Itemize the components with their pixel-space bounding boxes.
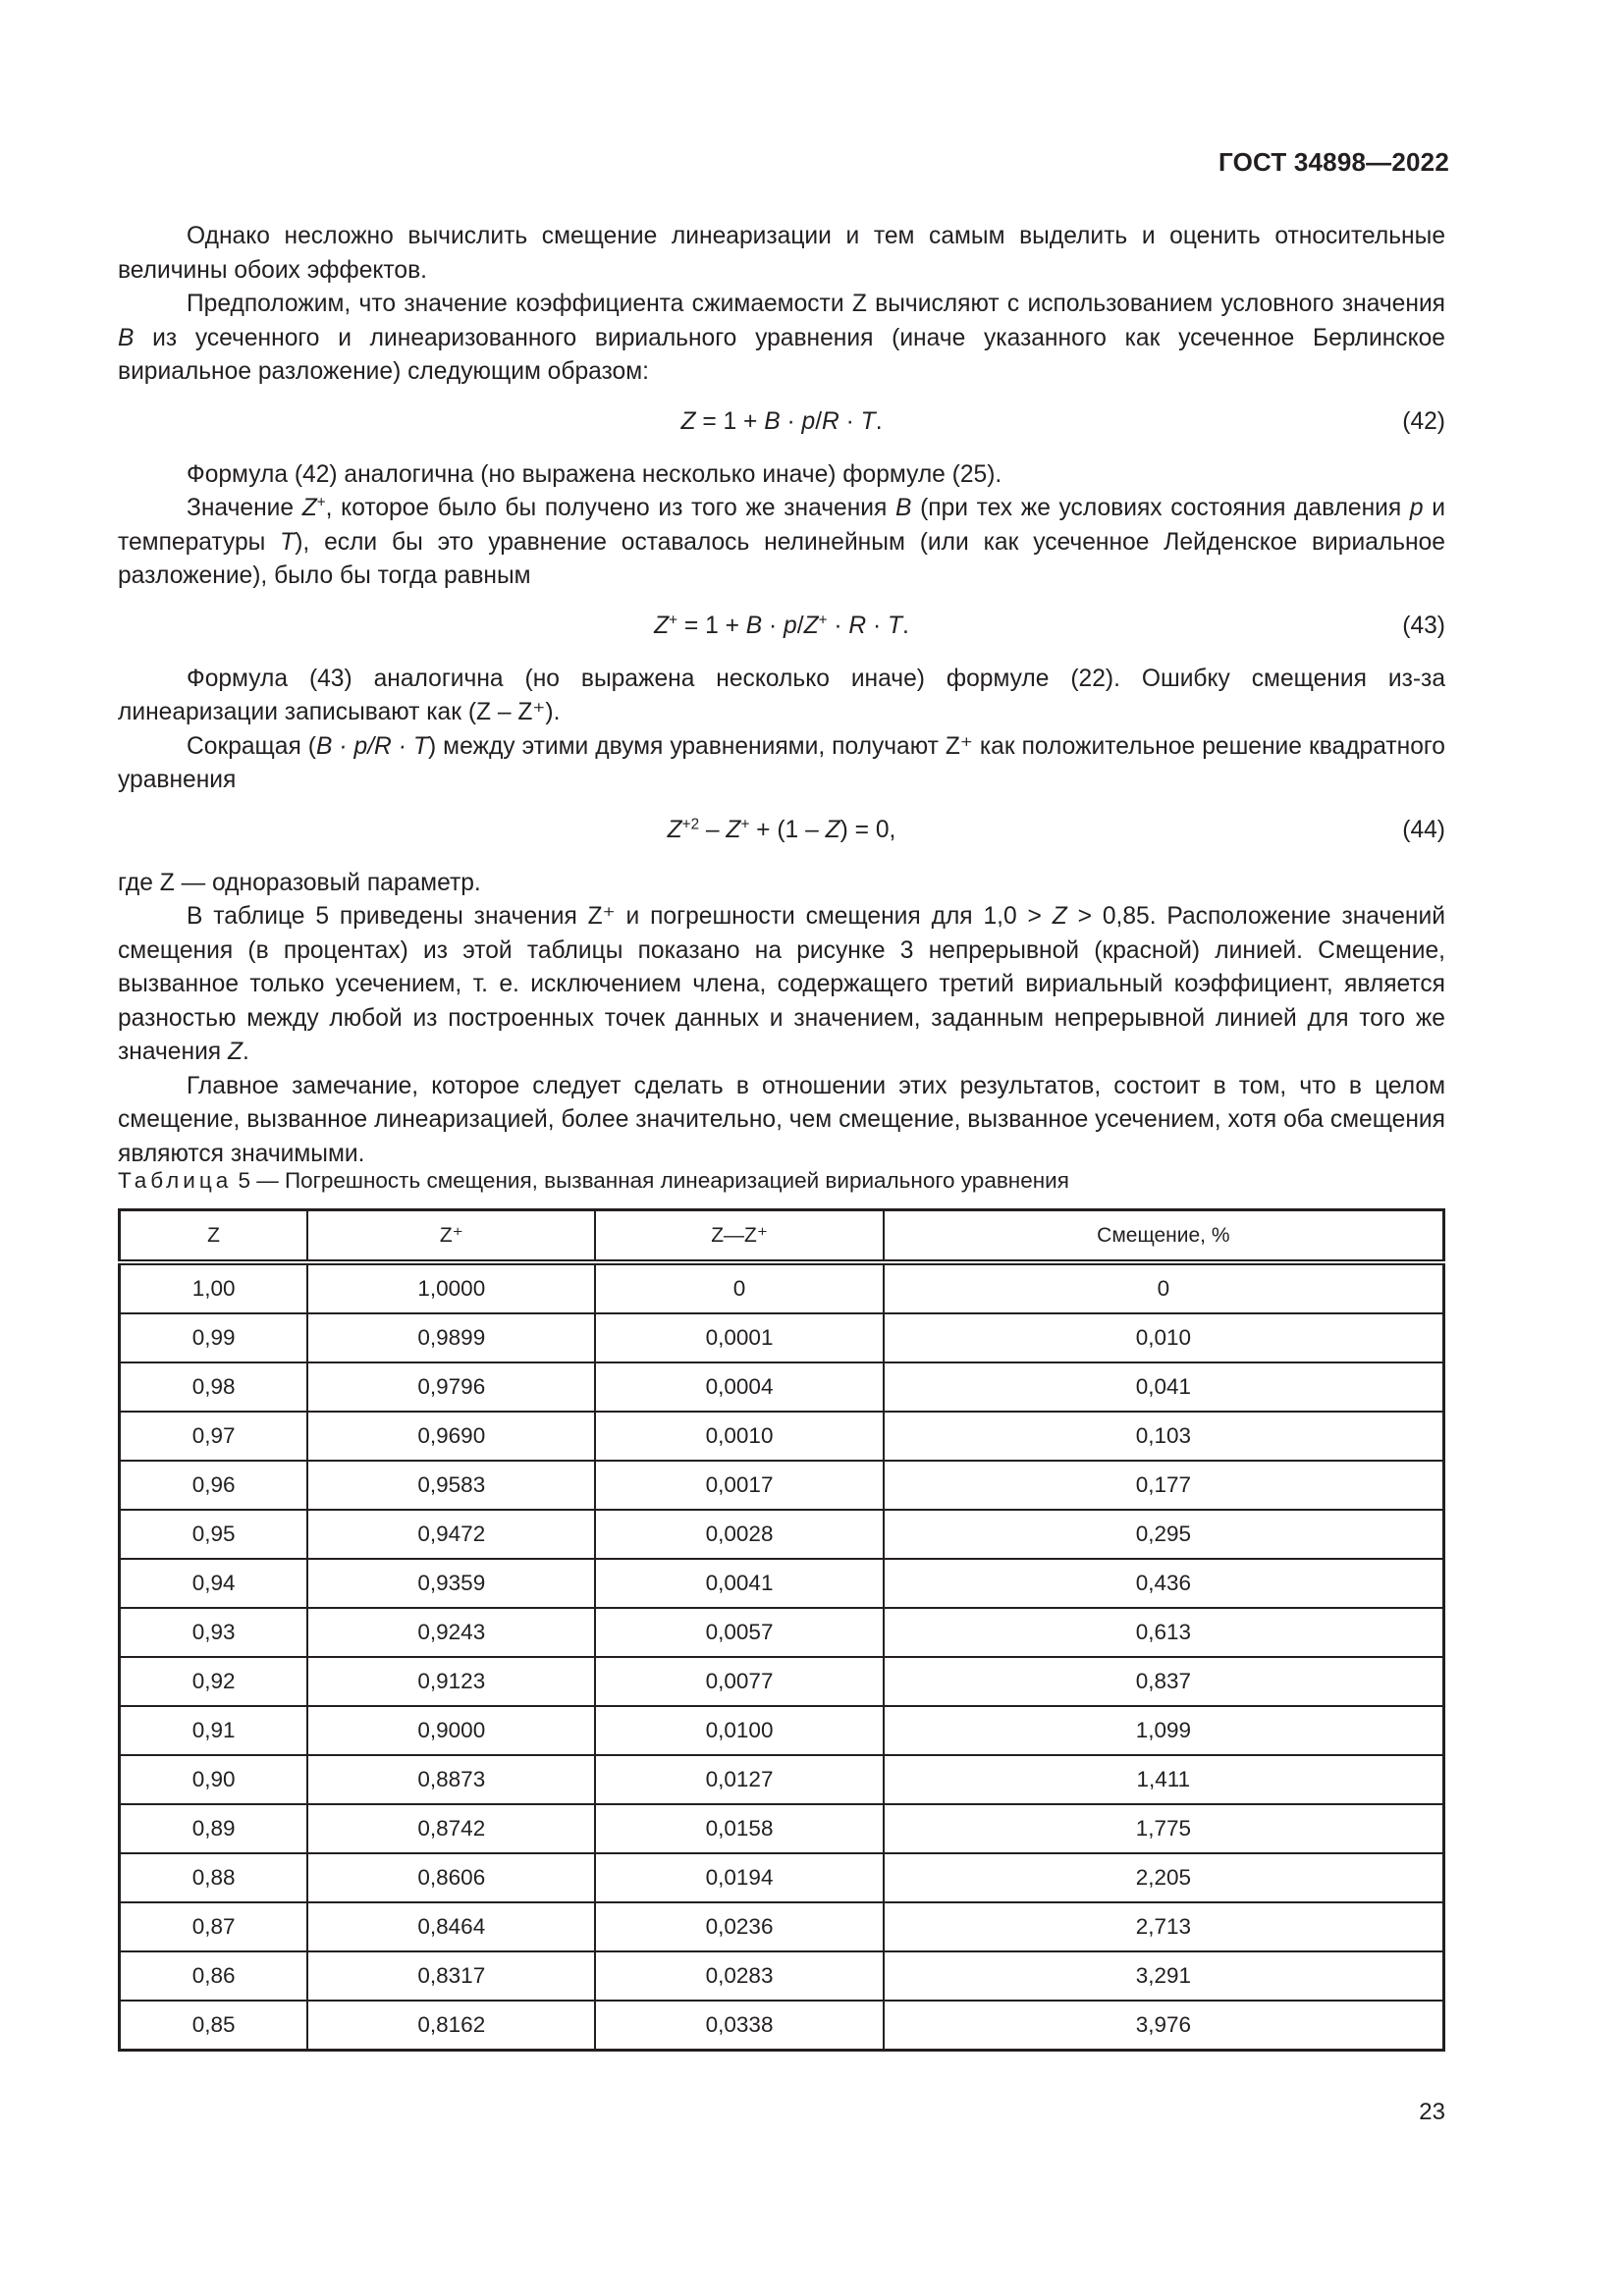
cell-z: 0,94: [120, 1559, 308, 1608]
cell-z-diff: 0,0001: [595, 1313, 883, 1362]
cell-z: 0,92: [120, 1657, 308, 1706]
paragraph-2: [118, 288, 1445, 390]
table-row: [120, 1362, 1444, 1412]
cell-z-diff: 0,0338: [595, 2001, 883, 2051]
table-caption-text: 5 — Погрешность смещения, вызванная линеаризацией вириального уравнения: [232, 1168, 1069, 1193]
cell-z: 0,85: [120, 2001, 308, 2051]
cell-z-plus: 0,9796: [307, 1362, 595, 1412]
cell-z-diff: 0: [595, 1262, 883, 1313]
paragraph-9: Главное замечание, которое следует сделать в отношении этих результатов, состоит в том, что в целом смещение, вызванное линеаризацией, более значительно, чем смещение, вызванное усечением, хотя оба смещения являются значимыми.: [118, 1072, 1445, 1167]
table-row: [120, 2001, 1444, 2051]
table-row: [120, 1706, 1444, 1755]
text-span: .: [243, 1039, 249, 1065]
text-span: и температуры: [118, 495, 1445, 556]
table-header-row: [120, 1210, 1444, 1263]
cell-z-plus: 0,9690: [307, 1412, 595, 1461]
cell-z-plus: 0,8742: [307, 1804, 595, 1853]
table-caption-label: Таблица: [118, 1168, 233, 1193]
table-row: [120, 1657, 1444, 1706]
cell-z: 0,98: [120, 1362, 308, 1412]
table-row: [120, 1313, 1444, 1362]
symbol-z: Z: [301, 495, 317, 521]
cell-z-plus: 1,0000: [307, 1262, 595, 1313]
cell-z: 0,95: [120, 1510, 308, 1559]
text-span: Сокращая (: [187, 732, 316, 760]
formula-43-expression: Z+ = 1 + B · p/Z+ · R · T.: [654, 612, 909, 639]
table-row: [120, 1510, 1444, 1559]
cell-z-diff: 0,0041: [595, 1559, 883, 1608]
symbol-b: B: [895, 495, 912, 521]
paragraph-3: Формула (42) аналогична (но выражена несколько иначе) формуле (25).: [187, 460, 1002, 488]
table-row: [120, 1262, 1444, 1313]
cell-z-diff: 0,0158: [595, 1804, 883, 1853]
text-span: (при тех же условиях состояния давления: [911, 495, 1410, 521]
table-row: [120, 1902, 1444, 1951]
cell-z-diff: 0,0077: [595, 1657, 883, 1706]
cell-z-diff: 0,0010: [595, 1412, 883, 1461]
cell-z-plus: 0,8464: [307, 1902, 595, 1951]
header-z: Z: [120, 1210, 308, 1263]
table-body: [120, 1262, 1444, 2051]
cell-z: 0,99: [120, 1313, 308, 1362]
cell-z-diff: 0,0057: [595, 1608, 883, 1657]
text-span: > 0,85. Расположение значений смещения (в процентах) из этой таблицы показано на рисунке 3 непрерывной (красной) линией. Смещение, вызванное только усечением, т. е. исключением члена, содержащего третий вириальный коэффициент, является разностью между любой из построенных точек данных и значением, заданным непрерывной линией для того же значения: [118, 903, 1445, 1065]
cell-z: 0,93: [120, 1608, 308, 1657]
cell-z-diff: 0,0028: [595, 1510, 883, 1559]
cell-z: 0,88: [120, 1853, 308, 1902]
page-number: 23: [1419, 2099, 1445, 2125]
cell-z: 1,00: [120, 1262, 308, 1313]
paragraph-4: Значение Z+, которое было бы получено из того же значения B (при тех же условиях состояния давления p и температуры T), если бы это уравнение оставалось нелинейным (или как усеченное Лейденское вириальное разложение), было бы тогда равным: [118, 494, 1445, 589]
cell-bias-percent: 0,613: [884, 1608, 1444, 1657]
formula-44: [118, 802, 1445, 863]
expression: B · p/R · T: [315, 732, 428, 760]
cell-z-diff: 0,0017: [595, 1461, 883, 1510]
header-z-plus: Z⁺: [307, 1210, 595, 1263]
cell-z: 0,89: [120, 1804, 308, 1853]
cell-z-plus: 0,8162: [307, 2001, 595, 2051]
table-row: [120, 1559, 1444, 1608]
text-span: Значение: [187, 495, 302, 521]
text-span: ) между этими двумя уравнениями, получают Z⁺ как положительное решение квадратного уравнения: [118, 732, 1445, 793]
table-row: [120, 1412, 1444, 1461]
paragraph-1: Однако несложно вычислить смещение линеаризации и тем самым выделить и оценить относительные величины обоих эффектов.: [118, 223, 1445, 284]
cell-z-plus: 0,9000: [307, 1706, 595, 1755]
cell-bias-percent: 2,205: [884, 1853, 1444, 1902]
header-z-diff: Z—Z⁺: [595, 1210, 883, 1263]
table-row: [120, 1755, 1444, 1804]
symbol-b: B: [118, 324, 135, 351]
cell-bias-percent: 3,976: [884, 2001, 1444, 2051]
cell-z-diff: 0,0004: [595, 1362, 883, 1412]
paragraph-6: [118, 730, 1445, 798]
cell-z-plus: 0,9583: [307, 1461, 595, 1510]
table-caption: [118, 1168, 1069, 1194]
formula-42-expression: Z = 1 + B · p/R · T.: [680, 407, 883, 435]
cell-z-plus: 0,9243: [307, 1608, 595, 1657]
standard-code: ГОСТ 34898—2022: [1218, 147, 1449, 177]
table-row: [120, 1853, 1444, 1902]
paragraph-8: [118, 900, 1445, 1070]
cell-bias-percent: 0,010: [884, 1313, 1444, 1362]
text-span: В таблице 5 приведены значения Z⁺ и погрешности смещения для 1,0 >: [187, 903, 1053, 930]
symbol-t: T: [280, 528, 296, 556]
text-span: ), если бы это уравнение оставалось нелинейным (или как усеченное Лейденское вириальное разложение), было бы тогда равным: [118, 528, 1445, 589]
cell-bias-percent: 3,291: [884, 1951, 1444, 2001]
formula-43-number: (43): [1402, 612, 1445, 639]
cell-z: 0,86: [120, 1951, 308, 2001]
cell-z-plus: 0,9472: [307, 1510, 595, 1559]
header-bias-percent: Смещение, %: [884, 1210, 1444, 1263]
cell-z: 0,96: [120, 1461, 308, 1510]
cell-z-diff: 0,0194: [595, 1853, 883, 1902]
cell-z-diff: 0,0283: [595, 1951, 883, 2001]
formula-43: [118, 598, 1445, 659]
paragraph-7: где Z — одноразовый параметр.: [118, 869, 481, 896]
formula-44-number: (44): [1402, 816, 1445, 843]
cell-bias-percent: 0,295: [884, 1510, 1444, 1559]
cell-z-plus: 0,8317: [307, 1951, 595, 2001]
cell-z-diff: 0,0127: [595, 1755, 883, 1804]
text-span: , которое было бы получено из того же значения: [325, 495, 896, 521]
symbol-p: p: [1409, 495, 1424, 521]
cell-bias-percent: 2,713: [884, 1902, 1444, 1951]
cell-bias-percent: 0: [884, 1262, 1444, 1313]
cell-bias-percent: 1,411: [884, 1755, 1444, 1804]
symbol-z: Z: [227, 1039, 243, 1065]
cell-z: 0,87: [120, 1902, 308, 1951]
cell-bias-percent: 0,103: [884, 1412, 1444, 1461]
cell-z-plus: 0,8873: [307, 1755, 595, 1804]
cell-z-diff: 0,0100: [595, 1706, 883, 1755]
formula-42: [118, 394, 1445, 454]
table-row: [120, 1608, 1444, 1657]
cell-z-plus: 0,9359: [307, 1559, 595, 1608]
cell-z-plus: 0,8606: [307, 1853, 595, 1902]
cell-z-plus: 0,9123: [307, 1657, 595, 1706]
text-span: из усеченного и линеаризованного вириального уравнения (иначе указанного как усеченное Берлинское вириальное разложение) следующим образом:: [118, 324, 1445, 385]
cell-z-diff: 0,0236: [595, 1902, 883, 1951]
text-span: Предположим, что значение коэффициента сжимаемости Z вычисляют с использованием условного значения: [187, 291, 1445, 317]
paragraph-5: Формула (43) аналогична (но выражена несколько иначе) формуле (22). Ошибку смещения из-за линеаризации записывают как (Z – Z⁺).: [118, 665, 1445, 725]
symbol-z: Z: [1052, 903, 1067, 930]
cell-z: 0,90: [120, 1755, 308, 1804]
body-text: [118, 220, 1445, 1171]
cell-bias-percent: 0,041: [884, 1362, 1444, 1412]
cell-z: 0,97: [120, 1412, 308, 1461]
formula-42-number: (42): [1402, 407, 1445, 435]
bias-table: [118, 1208, 1445, 2052]
formula-44-expression: $Z^{+2} - Z^+ + (1 - Z) = 0$,: [667, 816, 896, 843]
cell-z: 0,91: [120, 1706, 308, 1755]
cell-bias-percent: 0,837: [884, 1657, 1444, 1706]
cell-z-plus: 0,9899: [307, 1313, 595, 1362]
table-row: [120, 1951, 1444, 2001]
table-row: [120, 1461, 1444, 1510]
table-row: [120, 1804, 1444, 1853]
cell-bias-percent: 0,436: [884, 1559, 1444, 1608]
cell-bias-percent: 1,099: [884, 1706, 1444, 1755]
cell-bias-percent: 0,177: [884, 1461, 1444, 1510]
cell-bias-percent: 1,775: [884, 1804, 1444, 1853]
